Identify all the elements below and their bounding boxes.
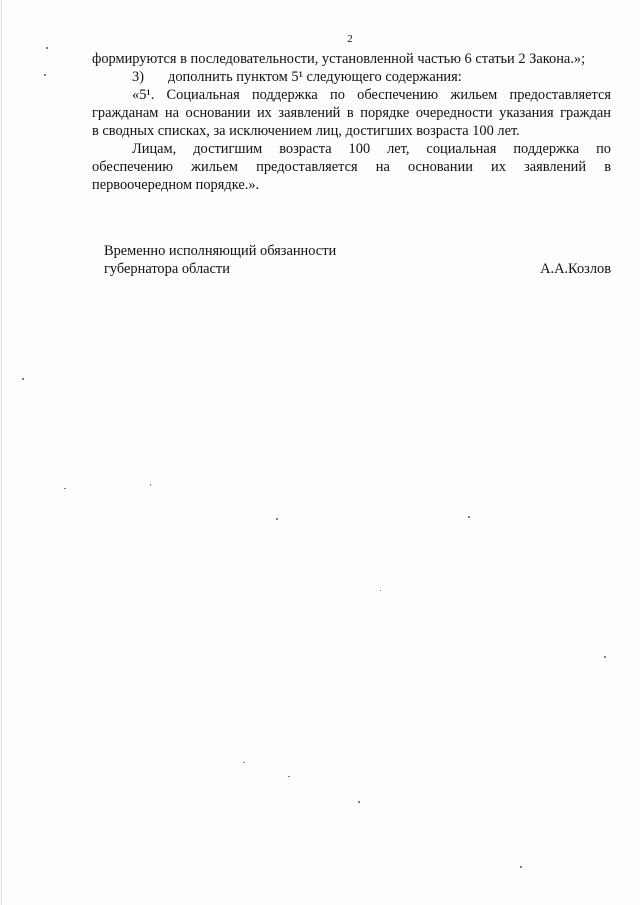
list-item <box>92 68 611 86</box>
page-number: 2 <box>347 33 353 45</box>
signer-title-line: губернатора области <box>104 261 230 277</box>
scan-speck <box>288 776 290 777</box>
text-line: первоочередном порядке.». <box>92 177 260 193</box>
scan-edge <box>1 0 2 905</box>
signer-title-line: Временно исполняющий обязанности <box>104 243 337 259</box>
scan-speck <box>46 47 48 49</box>
scan-speck <box>358 801 360 803</box>
scan-speck <box>64 488 66 489</box>
text-line: в сводных списках, за исключением лиц, достигших возраста 100 лет. <box>92 123 520 139</box>
scan-speck <box>520 866 522 868</box>
scan-speck <box>276 518 278 520</box>
scan-speck <box>22 378 24 380</box>
list-item-number: 3) <box>132 69 144 85</box>
text-line: Лицам, достигшим возраста 100 лет, социальная поддержка по <box>132 141 611 157</box>
signer-name: А.А.Козлов <box>540 261 611 277</box>
scan-speck <box>44 74 46 76</box>
scan-speck <box>380 590 381 591</box>
scan-speck <box>243 762 245 763</box>
signature-row <box>104 260 611 278</box>
text-line: обеспечению жильем предоставляется на основании их заявлений в <box>92 159 611 175</box>
text-line: гражданам на основании их заявлений в порядке очередности указания граждан <box>92 105 611 121</box>
text-line: «5¹. Социальная поддержка по обеспечению жильем предоставляется <box>132 87 611 103</box>
scan-speck <box>150 484 151 486</box>
list-item-text: дополнить пунктом 5¹ следующего содержания: <box>168 69 462 85</box>
scan-speck <box>468 516 470 518</box>
text-line: формируются в последовательности, установленной частью 6 статьи 2 Закона.»; <box>92 51 586 67</box>
scan-speck <box>604 656 606 658</box>
document-body <box>92 50 611 194</box>
signature-block <box>104 242 611 278</box>
